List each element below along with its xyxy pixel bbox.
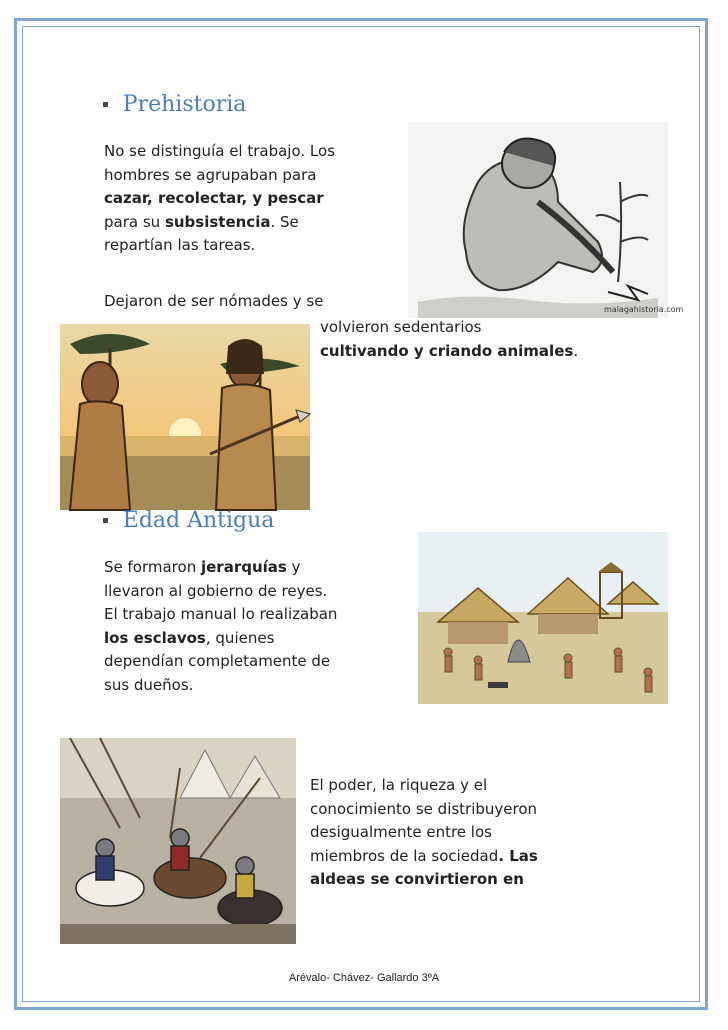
text-line: Se formaron jerarquías y	[104, 558, 301, 576]
text-line: Dejaron de ser nómades y se	[104, 292, 324, 310]
text-line: repartían las tareas.	[104, 236, 256, 254]
battle-image	[60, 738, 296, 944]
paragraph-edad-antigua-power	[310, 774, 620, 892]
heading-text: Prehistoria	[122, 92, 247, 117]
text-line: cultivando y criando animales.	[320, 341, 579, 360]
text-line: conocimiento se distribuyeron	[310, 799, 538, 818]
text-line: cazar, recolectar, y pescar	[104, 189, 324, 207]
heading-text: Edad Antigua	[122, 508, 275, 533]
paragraph-edad-antigua-hierarchy	[104, 556, 414, 697]
page-footer: Arévalo- Chávez- Gallardo 3ºA	[288, 972, 440, 984]
text-line: aldeas se convirtieron en	[310, 870, 524, 888]
text-line: El trabajo manual lo realizaban	[104, 605, 338, 623]
text-line: sus dueños.	[104, 675, 194, 694]
paragraph-prehistoria-work	[104, 140, 404, 258]
bullet-icon: ▪	[102, 99, 109, 110]
two-cavemen-image	[60, 324, 310, 510]
text-line: llevaron al gobierno de reyes.	[104, 581, 328, 600]
text-line: El poder, la riqueza y el	[310, 776, 488, 794]
text-line: hombres se agrupaban para	[104, 165, 317, 184]
text-line: miembros de la sociedad. Las	[310, 846, 538, 865]
image-credit: malagahistoria.com	[604, 305, 684, 314]
heading-edad-antigua	[102, 508, 274, 533]
heading-prehistoria	[102, 92, 246, 117]
text-line: No se distinguía el trabajo. Los	[104, 142, 336, 160]
text-line: los esclavos, quienes	[104, 628, 275, 647]
paragraph-prehistoria-sedentary-1	[104, 290, 404, 314]
text-line: para su subsistencia. Se	[104, 212, 299, 231]
text-line: dependían completamente de	[104, 652, 331, 670]
paragraph-prehistoria-sedentary-2	[320, 316, 650, 363]
text-line: volvieron sedentarios	[320, 318, 482, 336]
text-line: desigualmente entre los	[310, 823, 492, 841]
prehistoric-man-image	[408, 122, 684, 318]
bullet-icon: ▪	[102, 515, 109, 526]
ancient-village-image	[418, 532, 668, 704]
